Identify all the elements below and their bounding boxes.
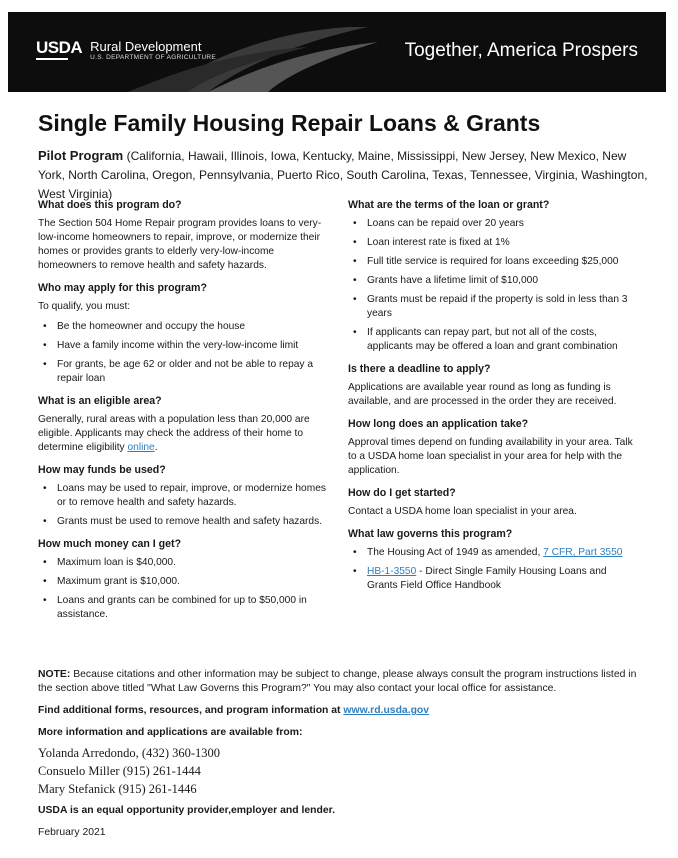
eligibility-online-link[interactable]: online [127,442,155,453]
heading-funds-use: How may funds be used? [38,464,166,476]
equal-opportunity: USDA is an equal opportunity provider,employer and lender. [38,805,335,816]
usda-rd-logo [36,40,216,62]
heading-get-started: How do I get started? [348,487,456,499]
handbook-link[interactable]: HB-1-3550 [367,566,417,577]
logo-bar [36,58,68,60]
heading-law: What law governs this program? [348,528,513,540]
heading-deadline: Is there a deadline to apply? [348,363,491,375]
publish-date: February 2021 [38,827,106,838]
more-info: More information and applications are available from: [38,727,303,738]
heading-terms: What are the terms of the loan or grant? [348,199,550,211]
contact: Yolanda Arredondo, (432) 360-1300 [38,746,221,760]
tagline: Together, America Prospers [404,40,638,61]
cfr-link[interactable]: 7 CFR, Part 3550 [543,547,623,558]
list-item: • The Housing Act of 1949 as amended, 7 CFR, Part 3550 [353,547,623,558]
para-to-qualify: To qualify, you must: [38,301,131,312]
pilot-states: (California, Hawaii, Illinois, Iowa, Kentucky, Maine, Mississippi, New Jersey, New Mexico, New York, North Carolina, Oregon, Pennsylvania, Puerto Rico, South Carolina, Texas, Tennessee, Virginia, Washington, West Virginia) [38,149,648,201]
right-column [348,198,638,599]
list-item: • Be the homeowner and occupy the house [43,321,246,332]
para-get-started: Contact a USDA home loan specialist in your area. [348,506,577,517]
list-how-much [38,556,328,622]
list-item: • Maximum loan is $40,000. [43,557,176,568]
bottom-section [38,668,648,848]
para-deadline: Applications are available year round as long as funding is available, and are processed in the order they are received. [348,382,617,407]
find-resources: Find additional forms, resources, and program information at www.rd.usda.gov [38,705,430,716]
para-how-long: Approval times depend on funding availability in your area. Talk to a USDA home loan specialist in your area for help with the application. [348,437,633,476]
contacts-list [38,744,648,798]
logo-department: U.S. DEPARTMENT OF AGRICULTURE [90,54,217,61]
contact: Mary Stefanick (915) 261-1446 [38,782,197,796]
left-column [38,198,328,628]
contact: Consuelo Miller (915) 261-1444 [38,764,201,778]
heading-who-may-apply: Who may apply for this program? [38,282,207,294]
rd-usda-link[interactable]: www.rd.usda.gov [343,705,430,716]
list-item: • Loans can be repaid over 20 years [353,218,524,229]
list-qualify [38,320,328,386]
para-what-does: The Section 504 Home Repair program provides loans to very-low-income homeowners to repair, improve, or modernize their homes or provides grants to elderly very-low-income homeowners to remove health and safety hazards. [38,218,322,271]
heading-eligible-area: What is an eligible area? [38,395,162,407]
list-terms [348,217,638,354]
logo-rural-development: Rural Development [90,39,202,54]
list-item: • Full title service is required for loans exceeding $25,000 [353,256,619,267]
heading-how-much: How much money can I get? [38,538,182,550]
list-item: • Loan interest rate is fixed at 1% [353,237,510,248]
heading-how-long: How long does an application take? [348,418,529,430]
list-funds-use [38,482,328,529]
list-item: • HB-1-3550 - Direct Single Family Housing Loans and Grants Field Office Handbook [353,566,607,591]
list-item: • Maximum grant is $10,000. [43,576,180,587]
list-item: • If applicants can repay part, but not all of the costs, applicants may be offered a loan and grant combination [353,327,618,352]
list-law [348,546,638,593]
list-item: • Loans may be used to repair, improve, or modernize homes or to remove health and safety hazards. [43,483,326,508]
header-banner [8,12,666,92]
heading-what-does: What does this program do? [38,199,182,211]
list-item: • Have a family income within the very-low-income limit [43,340,299,351]
list-item: • Grants must be used to remove health and safety hazards. [43,516,323,527]
page-title: Single Family Housing Repair Loans & Grants [38,110,541,136]
note: NOTE: Because citations and other information may be subject to change, please always consult the program instructions listed in the section above titled "What Law Governs this Program?" You may also contact your local office for assistance. [38,669,637,694]
pilot-label: Pilot Program [38,148,124,163]
logo-usda: USDA [36,38,83,57]
para-eligible-area: Generally, rural areas with a population less than 20,000 are eligible. Applicants may check the address of their home to determine eligibility online. [38,414,310,453]
list-item: • For grants, be age 62 or older and not be able to repay a repair loan [43,359,313,384]
list-item: • Grants must be repaid if the property is sold in less than 3 years [353,294,628,319]
pilot-program [38,146,648,204]
list-item: • Grants have a lifetime limit of $10,000 [353,275,539,286]
list-item: • Loans and grants can be combined for up to $50,000 in assistance. [43,595,307,620]
